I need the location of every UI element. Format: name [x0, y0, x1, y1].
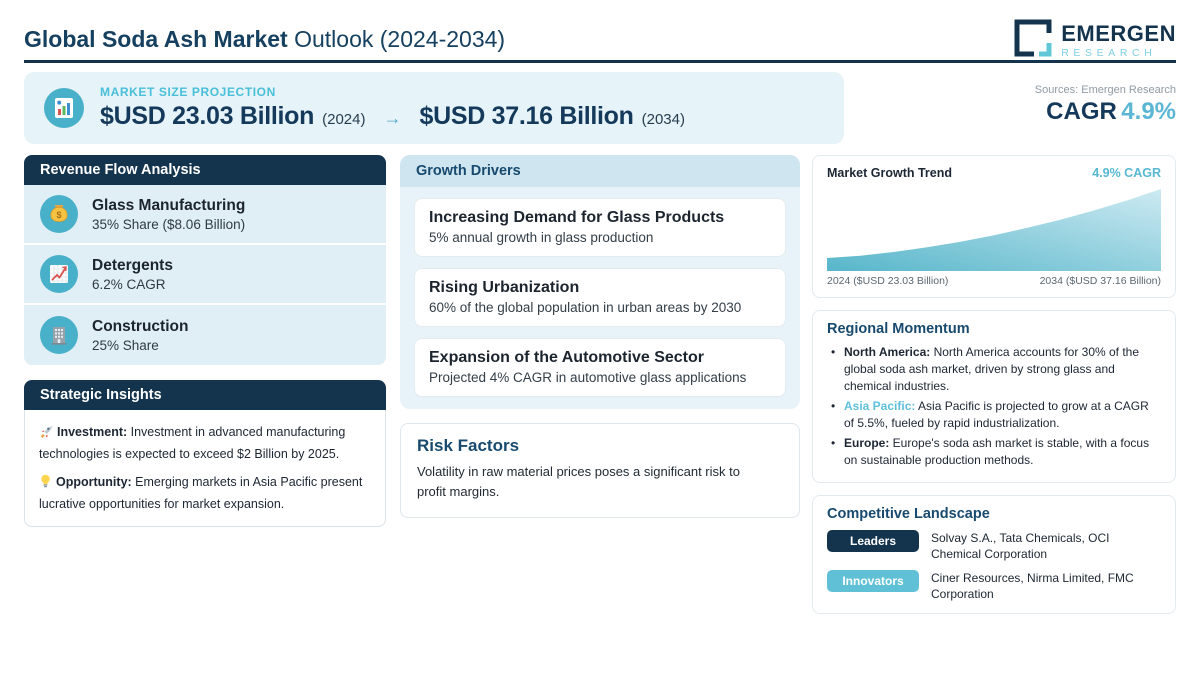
competitive-row-leaders	[827, 530, 1161, 562]
list-item-glass-manufacturing	[24, 185, 386, 245]
logo-line2: RESEARCH	[1061, 46, 1157, 59]
revenue-flow-section	[24, 155, 386, 365]
page-title-bold: Global Soda Ash Market	[24, 26, 288, 52]
money-bag-icon	[40, 195, 78, 233]
region-text: Europe's soda ash market is stable, with a focus on sustainable production methods.	[844, 436, 1150, 468]
item-title: Glass Manufacturing	[92, 196, 246, 214]
regional-momentum-card	[812, 310, 1176, 483]
cagr-label: CAGR	[1046, 98, 1117, 125]
driver-detail: 60% of the global population in urban areas by 2030	[429, 300, 742, 315]
risk-factors-text: Volatility in raw material prices poses a significant risk to profit margins.	[417, 464, 740, 499]
logo-text	[1061, 20, 1176, 59]
growth-drivers-header: Growth Drivers	[400, 155, 800, 187]
light-bulb-icon	[39, 474, 52, 494]
regional-momentum-list	[827, 344, 1161, 469]
innovators-badge: Innovators	[827, 570, 919, 592]
trend-start-label: 2024 ($USD 23.03 Billion)	[827, 275, 949, 287]
innovators-companies: Ciner Resources, Nirma Limited, FMC Corporation	[931, 571, 1134, 601]
list-item-text	[92, 197, 245, 232]
banner-text-block	[100, 85, 685, 131]
cagr-value: 4.9%	[1121, 98, 1176, 125]
leaders-badge: Leaders	[827, 530, 919, 552]
item-detail: 6.2% CAGR	[92, 276, 166, 292]
revenue-flow-header: Revenue Flow Analysis	[24, 155, 386, 185]
list-item-construction	[24, 305, 386, 365]
list-item-text	[92, 318, 188, 353]
start-value: $USD 23.03 Billion	[100, 102, 315, 130]
market-size-banner-row	[24, 72, 1176, 144]
header-divider	[24, 60, 1176, 63]
region-north-america	[827, 344, 1161, 395]
driver-card-urbanization	[414, 268, 786, 327]
left-column	[24, 155, 386, 527]
insight-text: Emerging markets in Asia Pacific present lucrative opportunities for market expansion.	[39, 475, 363, 511]
end-year: (2034)	[641, 111, 685, 128]
item-title: Construction	[92, 317, 189, 335]
driver-detail: 5% annual growth in glass production	[429, 230, 654, 245]
list-item-text	[92, 257, 173, 292]
office-building-icon	[40, 316, 78, 354]
item-title: Detergents	[92, 256, 173, 274]
competitive-row-innovators	[827, 570, 1161, 602]
sources-note: Sources: Emergen Research	[1034, 84, 1176, 96]
risk-factors-title: Risk Factors	[417, 436, 520, 455]
driver-title: Rising Urbanization	[429, 279, 580, 296]
driver-title: Expansion of the Automotive Sector	[429, 349, 704, 366]
logo-square-icon	[1013, 18, 1053, 63]
trend-title: Market Growth Trend	[827, 166, 953, 180]
logo-line1: EMERGEN	[1061, 20, 1176, 46]
banner-values	[100, 102, 685, 131]
region-label: Asia Pacific:	[844, 399, 916, 414]
region-label: Europe:	[844, 436, 890, 451]
start-year: (2024)	[322, 111, 366, 128]
page-title	[24, 18, 505, 53]
insight-investment	[39, 422, 371, 464]
strategic-insights-header: Strategic Insights	[24, 380, 386, 410]
insight-label: Investment:	[57, 425, 128, 439]
driver-detail: Projected 4% CAGR in automotive glass applications	[429, 370, 747, 385]
strategic-insights-body	[24, 410, 386, 527]
insight-text: Investment in advanced manufacturing technologies is expected to exceed $2 Billion by 2025.	[39, 425, 346, 461]
cagr-line	[1035, 98, 1176, 126]
strategic-insights-section	[24, 380, 386, 527]
cagr-block	[1035, 72, 1176, 144]
page-title-rest: Outlook (2024-2034)	[287, 26, 506, 52]
svg-text:$: $	[56, 210, 62, 220]
chart-increasing-icon	[40, 255, 78, 293]
emergen-research-logo	[1013, 18, 1176, 63]
rocket-icon	[39, 424, 53, 444]
right-column	[812, 155, 1176, 614]
item-detail: 25% Share	[92, 337, 159, 353]
trend-header	[827, 166, 1161, 180]
driver-title: Increasing Demand for Glass Products	[429, 209, 725, 226]
header	[24, 18, 1176, 63]
banner-label: MARKET SIZE PROJECTION	[100, 85, 276, 99]
market-growth-chart	[827, 185, 1161, 271]
trend-cagr-annotation: 4.9% CAGR	[1092, 166, 1161, 180]
arrow-right-icon: →	[383, 108, 402, 128]
competitive-landscape-card	[812, 495, 1176, 613]
item-detail: 35% Share ($8.06 Billion)	[92, 216, 246, 232]
growth-drivers-section	[400, 155, 800, 409]
driver-card-glass-products	[414, 198, 786, 257]
insight-label: Opportunity:	[56, 475, 132, 489]
region-asia-pacific	[827, 398, 1161, 432]
leaders-companies: Solvay S.A., Tata Chemicals, OCI Chemical Corporation	[931, 531, 1110, 561]
trend-axis-labels	[827, 275, 1161, 287]
insight-opportunity	[39, 472, 371, 514]
region-text: Asia Pacific is projected to grow at a CAGR of 5.5%, fueled by rapid industrialization.	[844, 399, 1149, 431]
market-growth-trend-card	[812, 155, 1176, 298]
bar-chart-icon	[44, 88, 84, 128]
end-value: $USD 37.16 Billion	[419, 102, 634, 130]
region-text: North America accounts for 30% of the global soda ash market, driven by strong glass and chemical industries.	[844, 345, 1140, 394]
driver-card-automotive	[414, 338, 786, 397]
risk-factors-section	[400, 423, 800, 518]
list-item-detergents	[24, 245, 386, 305]
middle-column	[400, 155, 800, 518]
region-label: North America:	[844, 345, 931, 359]
trend-end-label: 2034 ($USD 37.16 Billion)	[1039, 275, 1161, 287]
region-europe	[827, 435, 1161, 469]
competitive-landscape-title: Competitive Landscape	[827, 506, 990, 523]
regional-momentum-title: Regional Momentum	[827, 321, 970, 337]
market-size-banner	[24, 72, 844, 144]
